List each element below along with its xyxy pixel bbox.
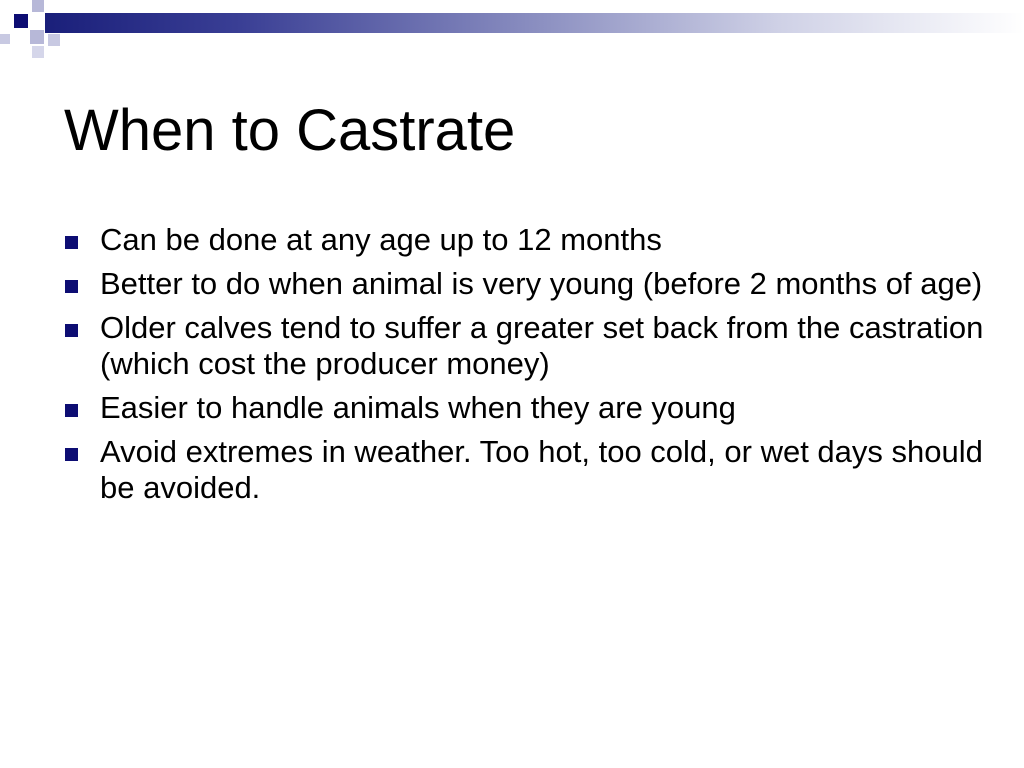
bullet-item: [64, 222, 984, 258]
slide-title: When to Castrate: [64, 98, 516, 163]
decoration-square-light: [0, 34, 10, 44]
bullet-item: [64, 310, 984, 382]
square-bullet-icon: [65, 236, 78, 249]
square-bullet-icon: [65, 404, 78, 417]
bullet-text: Better to do when animal is very young (before 2 months of age): [100, 266, 983, 301]
square-bullet-icon: [65, 448, 78, 461]
decoration-square-light: [32, 0, 44, 12]
bullet-item: [64, 434, 984, 506]
decoration-square-light: [48, 34, 60, 46]
bullet-item: [64, 390, 984, 426]
bullet-text: Easier to handle animals when they are young: [100, 390, 736, 425]
bullet-text: Can be done at any age up to 12 months: [100, 222, 662, 257]
bullet-text: Avoid extremes in weather. Too hot, too cold, or wet days should be avoided.: [100, 434, 983, 505]
bullet-item: [64, 266, 984, 302]
decoration-square-light: [30, 30, 44, 44]
square-bullet-icon: [65, 324, 78, 337]
decoration-square-light: [32, 46, 44, 58]
bullet-list: [64, 222, 984, 514]
bullet-text: Older calves tend to suffer a greater set back from the castration (which cost the producer money): [100, 310, 984, 381]
header-decoration-band: [45, 13, 1024, 33]
square-bullet-icon: [65, 280, 78, 293]
decoration-square-dark: [14, 14, 28, 28]
